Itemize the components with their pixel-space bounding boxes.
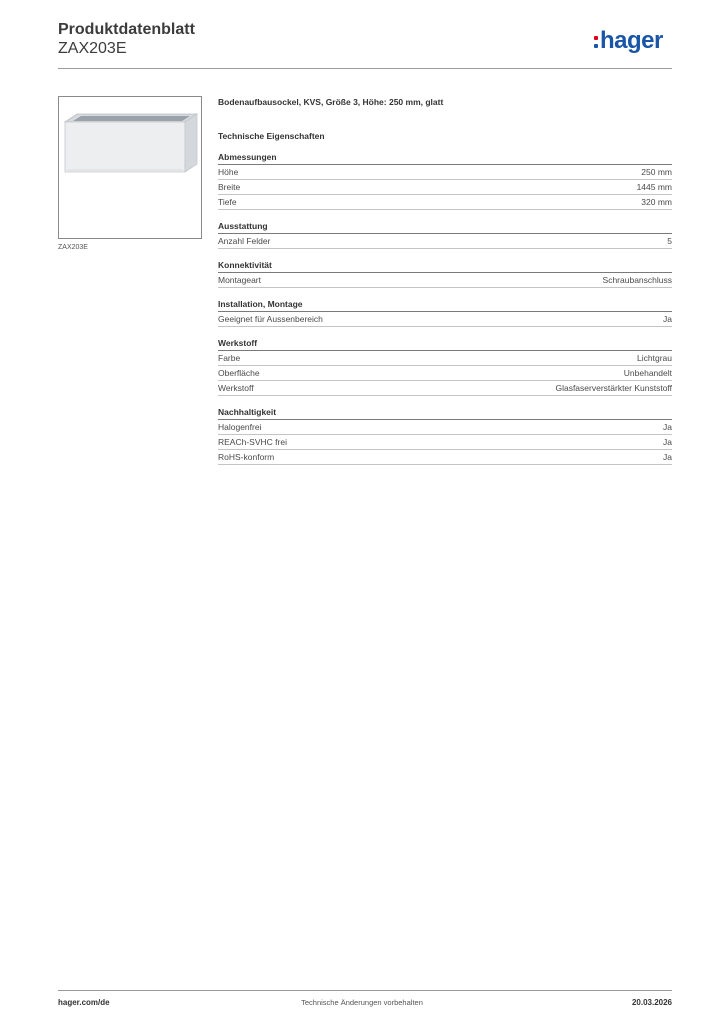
spec-value: 250 mm — [641, 167, 672, 177]
spec-value: Schraubanschluss — [602, 275, 672, 285]
spec-row — [218, 312, 672, 327]
spec-value: Unbehandelt — [623, 368, 672, 378]
footer-date: 20.03.2026 — [631, 998, 672, 1007]
document-subtitle: ZAX203E — [58, 40, 127, 57]
footer-notice: Technische Änderungen vorbehalten — [301, 998, 423, 1007]
spec-label: REACh-SVHC frei — [218, 437, 287, 447]
spec-group — [218, 259, 672, 288]
spec-row — [218, 351, 672, 366]
spec-row — [218, 165, 672, 180]
spec-group-title: Installation, Montage — [218, 298, 672, 312]
spec-value: Ja — [663, 314, 672, 324]
footer-website: hager.com/de — [58, 998, 110, 1007]
footer-divider — [58, 990, 672, 991]
spec-value: Ja — [663, 452, 672, 462]
spec-label: Werkstoff — [218, 383, 254, 393]
spec-value: Glasfaserverstärkter Kunststoff — [555, 383, 672, 393]
spec-group-title: Ausstattung — [218, 220, 672, 234]
spec-row — [218, 366, 672, 381]
spec-row — [218, 234, 672, 249]
spec-group — [218, 298, 672, 327]
spec-row — [218, 180, 672, 195]
logo-dots-icon — [594, 33, 598, 49]
spec-group — [218, 151, 672, 210]
spec-label: Anzahl Felder — [218, 236, 271, 246]
spec-group-title: Abmessungen — [218, 151, 672, 165]
spec-label: Tiefe — [218, 197, 237, 207]
spec-group — [218, 337, 672, 396]
spec-row — [218, 450, 672, 465]
specs-content — [218, 95, 672, 465]
spec-row — [218, 381, 672, 396]
spec-label: Farbe — [218, 353, 241, 363]
spec-value: 1445 mm — [636, 182, 672, 192]
specs-section-title: Technische Eigenschaften — [218, 131, 325, 141]
spec-row — [218, 420, 672, 435]
spec-value: Ja — [663, 437, 672, 447]
spec-row — [218, 435, 672, 450]
image-caption: ZAX203E — [58, 244, 88, 251]
spec-label: Oberfläche — [218, 368, 260, 378]
spec-group-title: Konnektivität — [218, 259, 672, 273]
product-image — [59, 97, 201, 238]
spec-label: Breite — [218, 182, 241, 192]
spec-value: 5 — [667, 236, 672, 246]
spec-group — [218, 220, 672, 249]
spec-row — [218, 273, 672, 288]
header-divider — [58, 68, 672, 69]
logo-text: hager — [600, 27, 663, 54]
hager-logo — [594, 28, 663, 54]
spec-label: Geeignet für Aussenbereich — [218, 314, 323, 324]
spec-label: Halogenfrei — [218, 422, 262, 432]
spec-group-title: Werkstoff — [218, 337, 672, 351]
spec-value: 320 mm — [641, 197, 672, 207]
spec-label: RoHS-konform — [218, 452, 275, 462]
spec-value: Lichtgrau — [637, 353, 672, 363]
spec-group — [218, 406, 672, 465]
spec-label: Höhe — [218, 167, 239, 177]
spec-group-title: Nachhaltigkeit — [218, 406, 672, 420]
product-description: Bodenaufbausockel, KVS, Größe 3, Höhe: 250 mm, glatt — [218, 97, 444, 107]
spec-groups — [218, 151, 672, 465]
spec-value: Ja — [663, 422, 672, 432]
product-image-frame — [58, 96, 202, 239]
document-title: Produktdatenblatt — [58, 21, 195, 38]
spec-row — [218, 195, 672, 210]
spec-label: Montageart — [218, 275, 261, 285]
